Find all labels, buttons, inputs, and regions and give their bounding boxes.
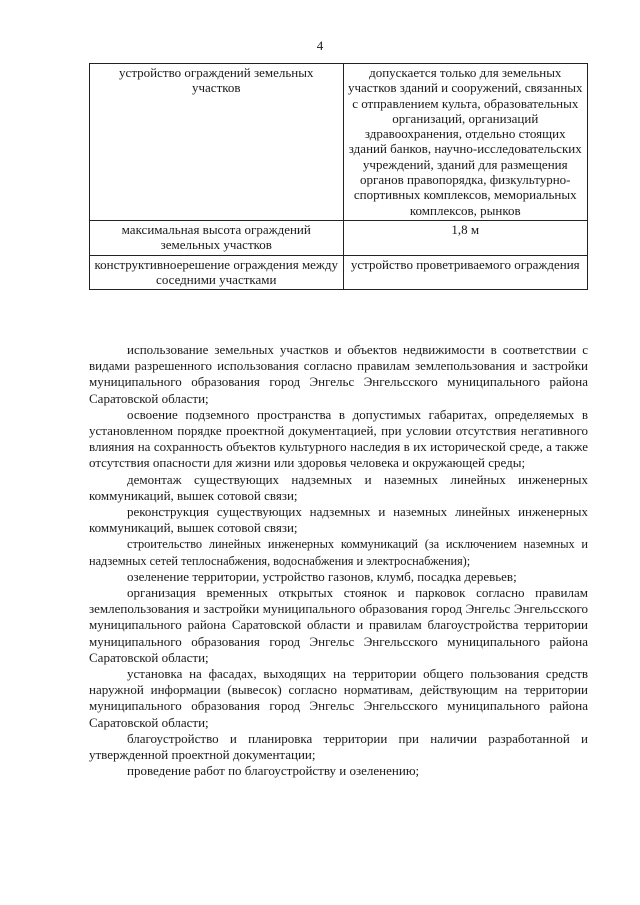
body-paragraph: установка на фасадах, выходящих на территории общего пользования средств наружной информации (вывесок) согласно нормативам, действующим на территории муниципального образования город Энгельс Энгельсского муниципального района Саратовской области;	[89, 666, 588, 730]
body-paragraph: организация временных открытых стоянок и парковок согласно правилам землепользования и застройки муниципального образования город Энгельс Энгельсского муниципального района Саратовской области и правилам благоустройства территории муниципального образования город Энгельс Энгельсского муниципального района Саратовской области;	[89, 585, 588, 665]
table-cell-value: допускается только для земельных участков зданий и сооружений, связанных с отправлением культа, образовательных организаций, организаций здравоохранения, отдельно стоящих зданий банков, научно-исследовательских учреждений, зданий для размещения органов правопорядка, физкультурно-спортивных комплексов, мемориальных комплексов, рынков	[343, 64, 587, 221]
body-paragraph: реконструкция существующих надземных и наземных линейных инженерных коммуникаций, вышек сотовой связи;	[89, 504, 588, 536]
body-paragraph: демонтаж существующих надземных и наземных линейных инженерных коммуникаций, вышек сотовой связи;	[89, 471, 588, 503]
body-paragraph: благоустройство и планировка территории при наличии разработанной и утвержденной проектной документации;	[89, 730, 588, 763]
table-cell-value: устройство проветриваемого ограждения	[343, 255, 587, 290]
body-paragraph: освоение подземного пространства в допустимых габаритах, определяемых в установленном порядке проектной документацией, при условии отсутствия негативного влияния на сохранность объектов культурного наследия в их исторической среде, а также отсутствия опасности для жизни или здоровья человека и окружающей среды;	[89, 406, 588, 471]
document-body	[89, 342, 588, 779]
table-cell-parameter: конструктивноерешение ограждения между соседними участками	[90, 255, 344, 290]
table-cell-parameter: максимальная высота ограждений земельных участков	[90, 220, 344, 255]
table-row	[90, 255, 588, 290]
body-paragraph: использование земельных участков и объектов недвижимости в соответствии с видами разрешенного использования согласно правилам землепользования и застройки муниципального образования город Энгельс Энгельсского муниципального района Саратовской области;	[89, 342, 588, 406]
body-paragraph: проведение работ по благоустройству и озеленению;	[127, 763, 420, 779]
body-paragraph: строительство линейных инженерных коммуникаций (за исключением наземных и надземных сетей теплоснабжения, водоснабжения и электроснабжения);	[89, 537, 588, 568]
requirements-table	[89, 63, 588, 290]
body-paragraph: озеленение территории, устройство газонов, клумб, посадка деревьев;	[127, 568, 517, 584]
table-row	[90, 220, 588, 255]
table-cell-parameter: устройство ограждений земельных участков	[90, 64, 344, 221]
page-number: 4	[316, 38, 324, 53]
table-cell-value: 1,8 м	[343, 220, 587, 255]
table-row	[90, 64, 588, 221]
